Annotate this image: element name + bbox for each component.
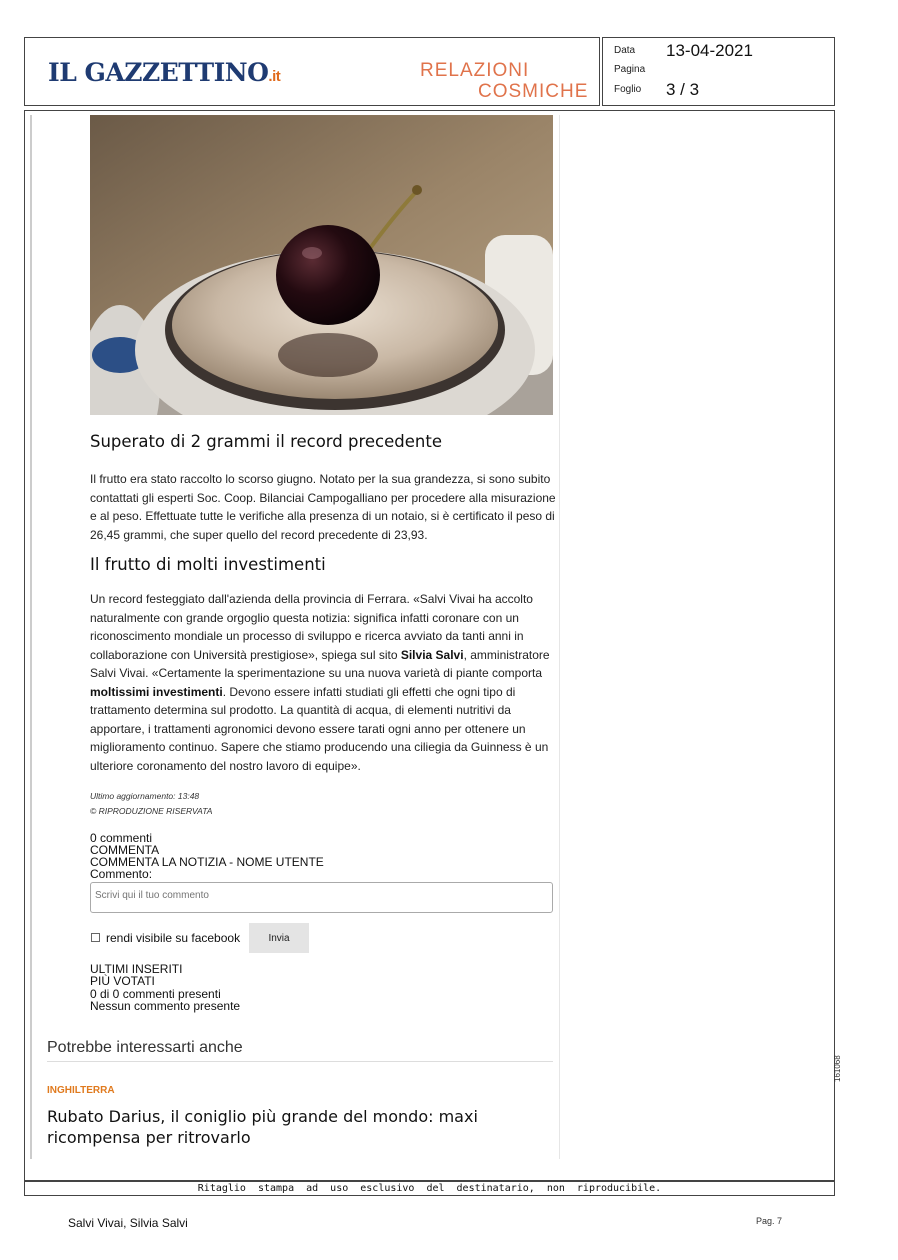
paragraph-investments-part1: Un record festeggiato dall'azienda della provincia di Ferrara. «Salvi Vivai ha accolto naturalmente con grande orgoglio questa notizia: significa infatti coronare con un riconoscimento mondiale un processo di sviluppo e ricerca avviato da tanti anni in collaborazione con Università prestigiose», spiega sul sito bbox=[90, 592, 533, 662]
pagina-label: Pagina bbox=[614, 64, 646, 75]
publication-logo bbox=[48, 58, 280, 87]
paragraph-investments-part2: , amministratore Salvi Vivai. «Certamente la sperimentazione su una nuova varietà di piante comporta bbox=[90, 647, 550, 680]
cherry-on-scale-photo bbox=[90, 115, 553, 415]
client-logo bbox=[420, 60, 588, 102]
foglio-label: Foglio bbox=[614, 84, 642, 95]
logo-main-text: IL GAZZETTINO bbox=[48, 58, 269, 87]
document-id: 161068 bbox=[833, 1055, 842, 1082]
investments-highlight: moltissimi investimenti bbox=[90, 684, 223, 699]
comment-link[interactable]: COMMENTA bbox=[90, 843, 160, 857]
related-category[interactable]: INGHILTERRA bbox=[47, 1085, 115, 1096]
column-divider bbox=[559, 115, 560, 1159]
comment-count: 0 commenti bbox=[90, 831, 153, 845]
comment-input[interactable] bbox=[95, 890, 548, 901]
topic-tags: Salvi Vivai, Silvia Salvi bbox=[68, 1216, 188, 1230]
comment-form-title: COMMENTA LA NOTIZIA - NOME UTENTE bbox=[90, 855, 324, 869]
submit-comment-button[interactable]: Invia bbox=[249, 923, 309, 953]
related-article-title[interactable]: Rubato Darius, il coniglio più grande del mondo: maxi ricompensa per ritrovarlo bbox=[47, 1107, 478, 1147]
facebook-checkbox[interactable] bbox=[91, 933, 100, 942]
related-heading: Potrebbe interessarti anche bbox=[47, 1039, 243, 1056]
page-number: Pag. 7 bbox=[756, 1216, 783, 1226]
name-highlight: Silvia Salvi bbox=[400, 647, 464, 662]
subheading-record: Superato di 2 grammi il record precedente bbox=[90, 432, 442, 451]
clipping-notice: Ritaglio stampa ad uso esclusivo del destinatario, non riproducibile. bbox=[24, 1181, 835, 1196]
photo-illustration bbox=[90, 115, 553, 415]
paragraph-investments-part3: . Devono essere infatti studiati gli effetti che ogni tipo di trattamento determina sul prodotto. La quantità di acqua, di elementi nutritivi da apportare, i trattamenti agronomici devono essere tarati ogni anno per ottenere un miglioramento continuo. Sapere che stiamo producendo una ciliegia da Guinness è un ulteriore coronamento del nostro lavoro di equipe». bbox=[90, 684, 549, 773]
tab-latest[interactable]: ULTIMI INSERITI bbox=[90, 962, 183, 976]
comment-textarea[interactable] bbox=[90, 882, 553, 913]
facebook-label: rendi visibile su facebook bbox=[106, 931, 241, 945]
related-divider bbox=[47, 1061, 553, 1062]
client-logo-line1: RELAZIONI bbox=[420, 60, 530, 81]
no-comments: Nessun commento presente bbox=[90, 999, 241, 1013]
subheading-investments: Il frutto di molti investimenti bbox=[90, 555, 326, 574]
client-logo-line2: COSMICHE bbox=[478, 81, 589, 102]
logo-suffix: .it bbox=[268, 68, 281, 85]
left-margin-line bbox=[30, 115, 32, 1159]
data-value: 13-04-2021 bbox=[666, 41, 753, 60]
copyright-notice: © RIPRODUZIONE RISERVATA bbox=[90, 806, 213, 816]
last-update: Ultimo aggiornamento: 13:48 bbox=[90, 791, 200, 801]
foglio-value: 3 / 3 bbox=[666, 80, 700, 99]
comment-field-label: Commento: bbox=[90, 867, 153, 881]
paragraph-record: Il frutto era stato raccolto lo scorso giugno. Notato per la sua grandezza, si sono subito contattati gli esperti Soc. Coop. Bilanciai Campogalliano per procedere alla misurazione e al peso. Effettuate tutte le verifiche alla presenza di un notaio, si è certificato il peso di 26,45 grammi, che super quello del record precedente di 23,93. bbox=[90, 472, 556, 542]
comments-present: 0 di 0 commenti presenti bbox=[90, 987, 221, 1001]
paragraph-investments bbox=[90, 590, 556, 775]
tab-most-voted[interactable]: PIÙ VOTATI bbox=[90, 974, 155, 988]
data-label: Data bbox=[614, 45, 636, 56]
